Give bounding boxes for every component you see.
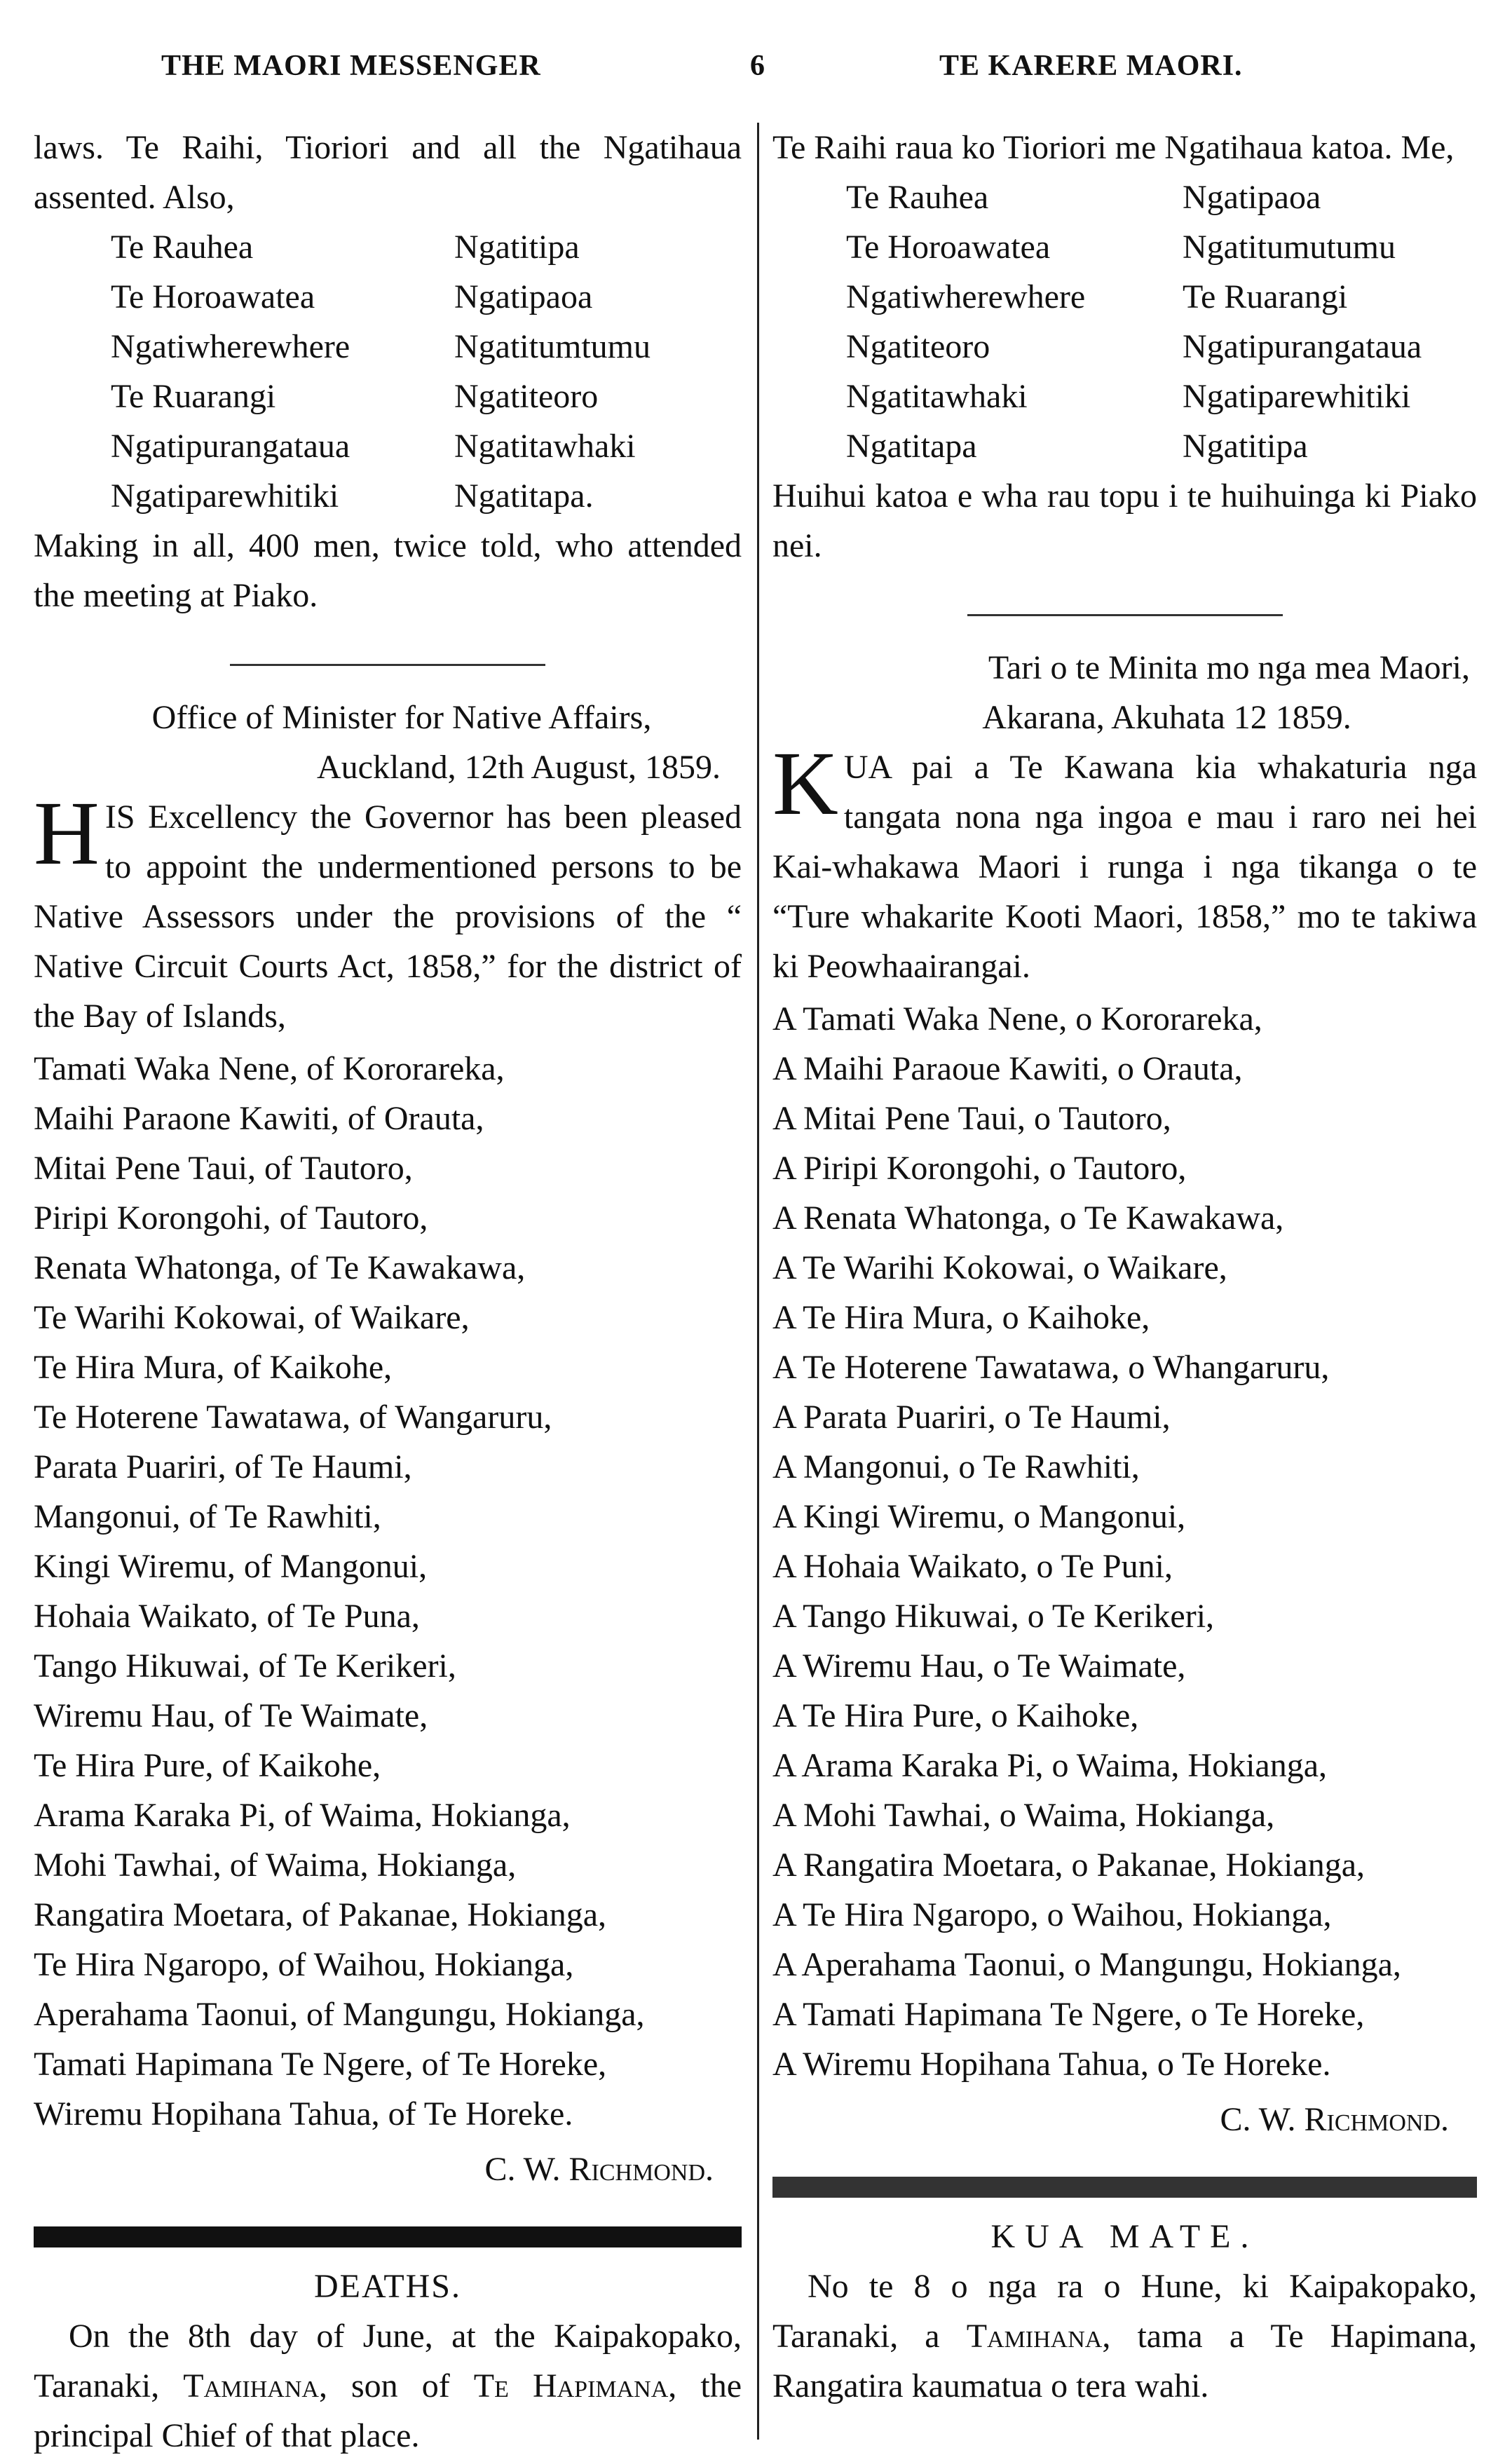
deaths-paragraph <box>34 2311 742 2461</box>
name-cell: Ngatipurangataua <box>1183 328 1422 365</box>
list-item: A Mangonui, o Te Rawhiti, <box>772 1448 1140 1485</box>
deaths-text: On the 8th day of June, at the Kaipakopako, Taranaki, <box>34 2318 742 2405</box>
notice-text: UA pai a Te Kawana kia whakaturia nga tangata nona nga ingoa e mau i raro nei hei Kai-whakawa Maori i runga i nga tikanga o te “Ture whakarite Kooti Maori, 1858,” mo te takiwa ki Peowhaairangai. <box>772 749 1477 985</box>
deaths-name: Tamihana <box>183 2367 319 2405</box>
deaths-heading: DEATHS. <box>313 2268 461 2305</box>
office-dateline: Akarana, Akuhata 12 1859. <box>982 699 1351 736</box>
list-item: A Te Warihi Kokowai, o Waikare, <box>772 1249 1227 1286</box>
list-item: Te Hira Mura, of Kaikohe, <box>34 1349 393 1386</box>
list-item: Parata Puariri, of Te Haumi, <box>34 1448 412 1485</box>
list-item: A Tamati Hapimana Te Ngere, o Te Horeke, <box>772 1996 1365 2033</box>
tribe-list <box>34 222 742 521</box>
notice-text: IS Excellency the Governor has been pleased to appoint the undermentioned persons to be Native Assessors under the provisions of the “ Native Circuit Courts Act, 1858,” for the district of the Bay of Islands, <box>34 798 742 1035</box>
assessor-list <box>34 1044 742 2139</box>
drop-cap: K <box>772 733 838 834</box>
list-item: A Wiremu Hopihana Tahua, o Te Horeke. <box>772 2046 1331 2083</box>
name-cell: Te Rauhea <box>111 229 254 266</box>
list-item: A Te Hira Ngaropo, o Waihou, Hokianga, <box>772 1896 1332 1933</box>
name-cell: Ngatitawhaki <box>454 428 636 465</box>
name-cell: Ngatiteoro <box>454 378 599 415</box>
list-item: Te Hira Pure, of Kaikohe, <box>34 1747 381 1784</box>
list-item: A Te Hira Mura, o Kaihoke, <box>772 1299 1150 1336</box>
list-item: Mitai Pene Taui, of Tautoro, <box>34 1150 413 1187</box>
list-item: A Maihi Paraoue Kawiti, o Orauta, <box>772 1050 1243 1087</box>
name-cell: Ngatitapa. <box>454 477 594 515</box>
list-item: Tango Hikuwai, of Te Kerikeri, <box>34 1647 456 1685</box>
tribe-list <box>772 172 1477 471</box>
english-column <box>34 123 742 2461</box>
drop-cap: H <box>34 783 100 884</box>
list-item: Mohi Tawhai, of Waima, Hokianga, <box>34 1846 517 1884</box>
deaths-text: , son of <box>318 2367 474 2405</box>
list-item: Maihi Paraone Kawiti, of Orauta, <box>34 1100 484 1137</box>
deaths-heading: KUA MATE. <box>990 2218 1259 2255</box>
list-item: Mangonui, of Te Rawhiti, <box>34 1498 381 1535</box>
heavy-rule <box>34 2226 742 2247</box>
intro-paragraph: laws. Te Raihi, Tioriori and all the Ngatihaua assented. Also, <box>34 129 742 216</box>
list-item: A Kingi Wiremu, o Mangonui, <box>772 1498 1186 1535</box>
list-item: Rangatira Moetara, of Pakanae, Hokianga, <box>34 1896 607 1933</box>
list-item: A Parata Puariri, o Te Haumi, <box>772 1399 1171 1436</box>
name-cell: Ngatiparewhitiki <box>1183 378 1411 415</box>
name-cell: Ngatitipa <box>454 229 580 266</box>
list-item: A Rangatira Moetara, o Pakanae, Hokianga, <box>772 1846 1365 1884</box>
list-item: A Mitai Pene Taui, o Tautoro, <box>772 1100 1171 1137</box>
list-item: A Te Hoterene Tawatawa, o Whangaruru, <box>772 1349 1330 1386</box>
name-cell: Te Ruarangi <box>1183 278 1348 315</box>
section-rule <box>967 614 1283 616</box>
heavy-rule <box>772 2177 1477 2198</box>
office-dateline: Auckland, 12th August, 1859. <box>317 749 721 786</box>
name-cell: Te Horoawatea <box>111 278 315 315</box>
list-item: Te Hoterene Tawatawa, of Wangaruru, <box>34 1399 552 1436</box>
deaths-text: No te 8 o nga ra o Hune, ki Kaipakopako, Taranaki, a <box>772 2268 1477 2355</box>
name-cell: Te Rauhea <box>846 179 989 216</box>
list-item: Arama Karaka Pi, of Waima, Hokianga, <box>34 1797 571 1834</box>
list-item: Wiremu Hopihana Tahua, of Te Horeke. <box>34 2095 573 2133</box>
name-cell: Ngatipurangataua <box>111 428 350 465</box>
list-item: A Tamati Waka Nene, o Kororareka, <box>772 1000 1262 1038</box>
intro-paragraph: Te Raihi raua ko Tioriori me Ngatihaua katoa. Me, <box>772 129 1455 166</box>
list-item: A Renata Whatonga, o Te Kawakawa, <box>772 1199 1284 1237</box>
name-cell: Ngatiwherewhere <box>846 278 1086 315</box>
name-cell: Ngatiparewhitiki <box>111 477 339 515</box>
list-item: Wiremu Hau, of Te Waimate, <box>34 1697 428 1734</box>
page-header <box>0 49 1512 98</box>
name-cell: Ngatipaoa <box>1183 179 1321 216</box>
name-cell: Te Horoawatea <box>846 229 1051 266</box>
deaths-father: Te Hapimana <box>473 2367 669 2405</box>
list-item: Te Hira Ngaropo, of Waihou, Hokianga, <box>34 1946 574 1983</box>
notice-paragraph <box>772 733 1477 991</box>
total-paragraph: Making in all, 400 men, twice told, who attended the meeting at Piako. <box>34 527 742 614</box>
name-cell: Ngatiteoro <box>846 328 990 365</box>
deaths-name: Tamihana <box>966 2318 1103 2355</box>
list-item: Renata Whatonga, of Te Kawakawa, <box>34 1249 526 1286</box>
list-item: A Te Hira Pure, o Kaihoke, <box>772 1697 1139 1734</box>
list-item: A Tango Hikuwai, o Te Kerikeri, <box>772 1598 1215 1635</box>
name-cell: Ngatitumutumu <box>1183 229 1396 266</box>
name-cell: Ngatitapa <box>846 428 977 465</box>
signature: C. W. Richmond. <box>484 2151 714 2188</box>
deaths-paragraph <box>772 2262 1477 2411</box>
name-cell: Ngatitawhaki <box>846 378 1028 415</box>
list-item: Tamati Hapimana Te Ngere, of Te Horeke, <box>34 2046 607 2083</box>
list-item: A Arama Karaka Pi, o Waima, Hokianga, <box>772 1747 1328 1784</box>
name-cell: Ngatiwherewhere <box>111 328 350 365</box>
header-title-maori: TE KARERE MAORI. <box>939 50 1243 82</box>
page-number: 6 <box>750 50 765 82</box>
list-item: Hohaia Waikato, of Te Puna, <box>34 1598 420 1635</box>
name-cell: Ngatitumtumu <box>454 328 651 365</box>
list-item: A Aperahama Taonui, o Mangungu, Hokianga, <box>772 1946 1401 1983</box>
signature: C. W. Richmond. <box>1220 2101 1449 2138</box>
list-item: A Wiremu Hau, o Te Waimate, <box>772 1647 1186 1685</box>
section-rule <box>230 664 545 666</box>
name-cell: Te Ruarangi <box>111 378 276 415</box>
office-heading: Office of Minister for Native Affairs, <box>151 699 652 736</box>
header-title-english: THE MAORI MESSENGER <box>161 50 541 82</box>
name-cell: Ngatipaoa <box>454 278 593 315</box>
list-item: Tamati Waka Nene, of Kororareka, <box>34 1050 505 1087</box>
list-item: Aperahama Taonui, of Mangungu, Hokianga, <box>34 1996 645 2033</box>
deaths-text: , tama a Te Hapimana, Rangatira kaumatua o tera wahi. <box>772 2318 1477 2405</box>
list-item: Kingi Wiremu, of Mangonui, <box>34 1548 428 1585</box>
list-item: A Mohi Tawhai, o Waima, Hokianga, <box>772 1797 1275 1834</box>
deaths-text: , the principal Chief of that place. <box>34 2367 742 2454</box>
assessor-list <box>772 994 1477 2089</box>
notice-paragraph <box>34 783 742 1041</box>
list-item: Te Warihi Kokowai, of Waikare, <box>34 1299 470 1336</box>
name-cell: Ngatitipa <box>1183 428 1308 465</box>
list-item: A Piripi Korongohi, o Tautoro, <box>772 1150 1187 1187</box>
list-item: A Hohaia Waikato, o Te Puni, <box>772 1548 1173 1585</box>
total-paragraph: Huihui katoa e wha rau topu i te huihuinga ki Piako nei. <box>772 477 1477 564</box>
maori-column <box>772 123 1477 2411</box>
list-item: Piripi Korongohi, of Tautoro, <box>34 1199 428 1237</box>
office-heading: Tari o te Minita mo nga mea Maori, <box>988 649 1470 686</box>
